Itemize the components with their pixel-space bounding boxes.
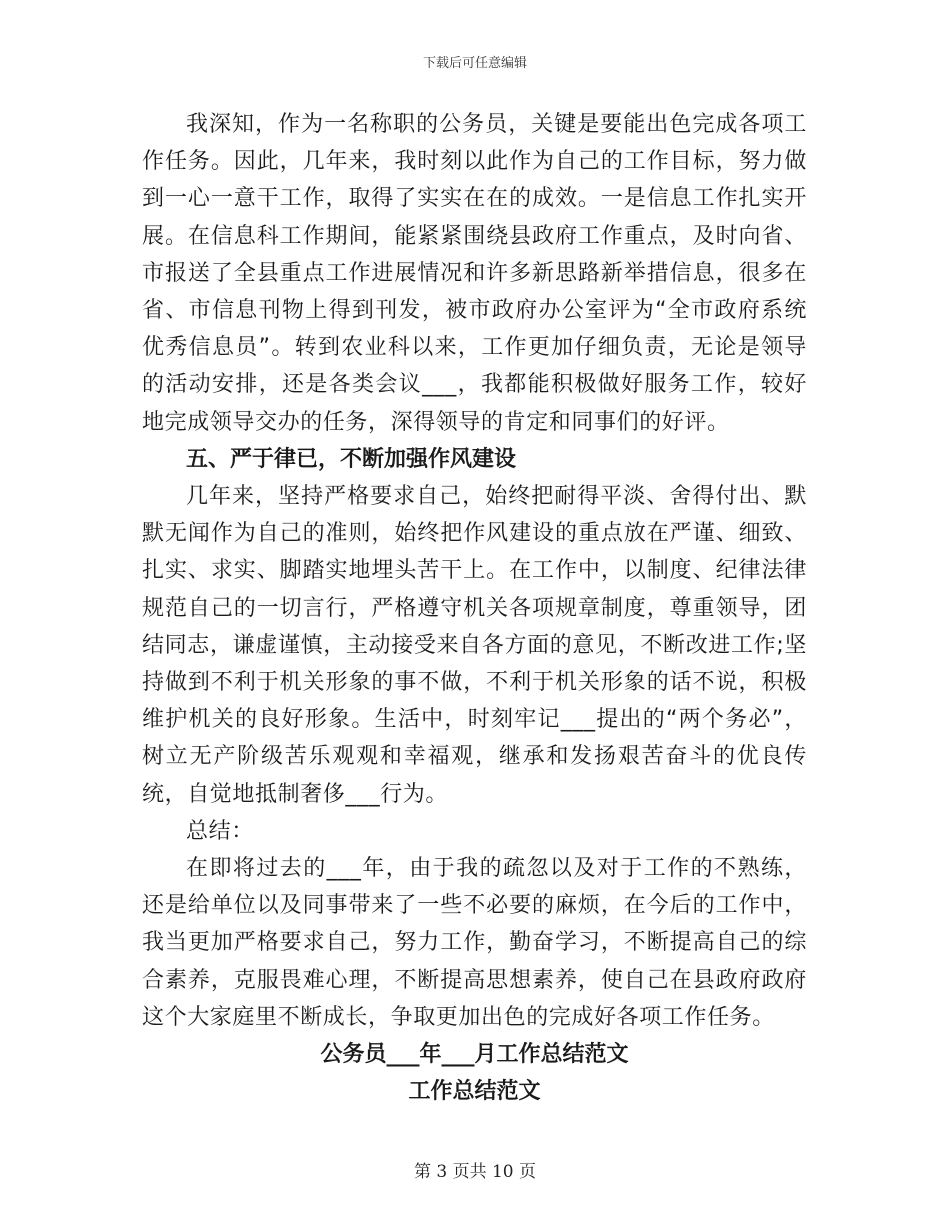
paragraph-work-achievements: 我深知，作为一名称职的公务员，关键是要能出色完成各项工作任务。因此，几年来，我时刻以此作为自己的工作目标，努力做到一心一意干工作，取得了实实在在的成效。一是信息工作扎实开展。在信息科工作期间，能紧紧围绕县政府工作重点，及时向省、市报送了全县重点工作进展情况和许多新思路新举措信息，很多在省、市信息刊物上得到刊发，被市政府办公室评为“全市政府系统优秀信息员”。转到农业科以来，工作更加仔细负责，无论是领导的活动安排，还是各类会议___，我都能积极做好服务工作，较好地完成领导交办的任务，深得领导的肯定和同事们的好评。 (142, 112, 807, 435)
summary-label: 总结： (186, 818, 254, 844)
document-title: 公务员___年___月工作总结范文 (320, 1042, 629, 1068)
page-number: 第 3 页共 10 页 (413, 1162, 537, 1182)
paragraph-work-style: 几年来，坚持严格要求自己，始终把耐得平淡、舍得付出、默默无闻作为自己的准则，始终把作风建设的重点放在严谨、细致、扎实、求实、脚踏实地埋头苦干上。在工作中，以制度、纪律法律规范自己的一切言行，严格遵守机关各项规章制度，尊重领导，团结同志，谦虚谨慎，主动接受来自各方面的意见，不断改进工作;坚持做到不利于机关形象的事不做，不利于机关形象的话不说，积极维护机关的良好形象。生活中，时刻牢记___提出的“两个务必”，树立无产阶级苦乐观观和幸福观，继承和发扬艰苦奋斗的优良传统，自觉地抵制奢侈___行为。 (142, 484, 807, 807)
page-header-note: 下载后可任意编辑 (422, 56, 527, 71)
document-subtitle: 工作总结范文 (408, 1079, 541, 1105)
document-body (142, 106, 807, 1110)
paragraph-summary: 在即将过去的___年，由于我的疏忽以及对于工作的不熟练，还是给单位以及同事带来了一些不必要的麻烦，在今后的工作中，我当更加严格要求自己，努力工作，勤奋学习，不断提高自己的综合素养，克服畏难心理，不断提高思想素养，使自己在县政府政府这个大家庭里不断成长，争取更加出色的完成好各项工作任务。 (142, 856, 807, 1030)
section-heading-five: 五、严于律已，不断加强作风建设 (186, 446, 517, 472)
